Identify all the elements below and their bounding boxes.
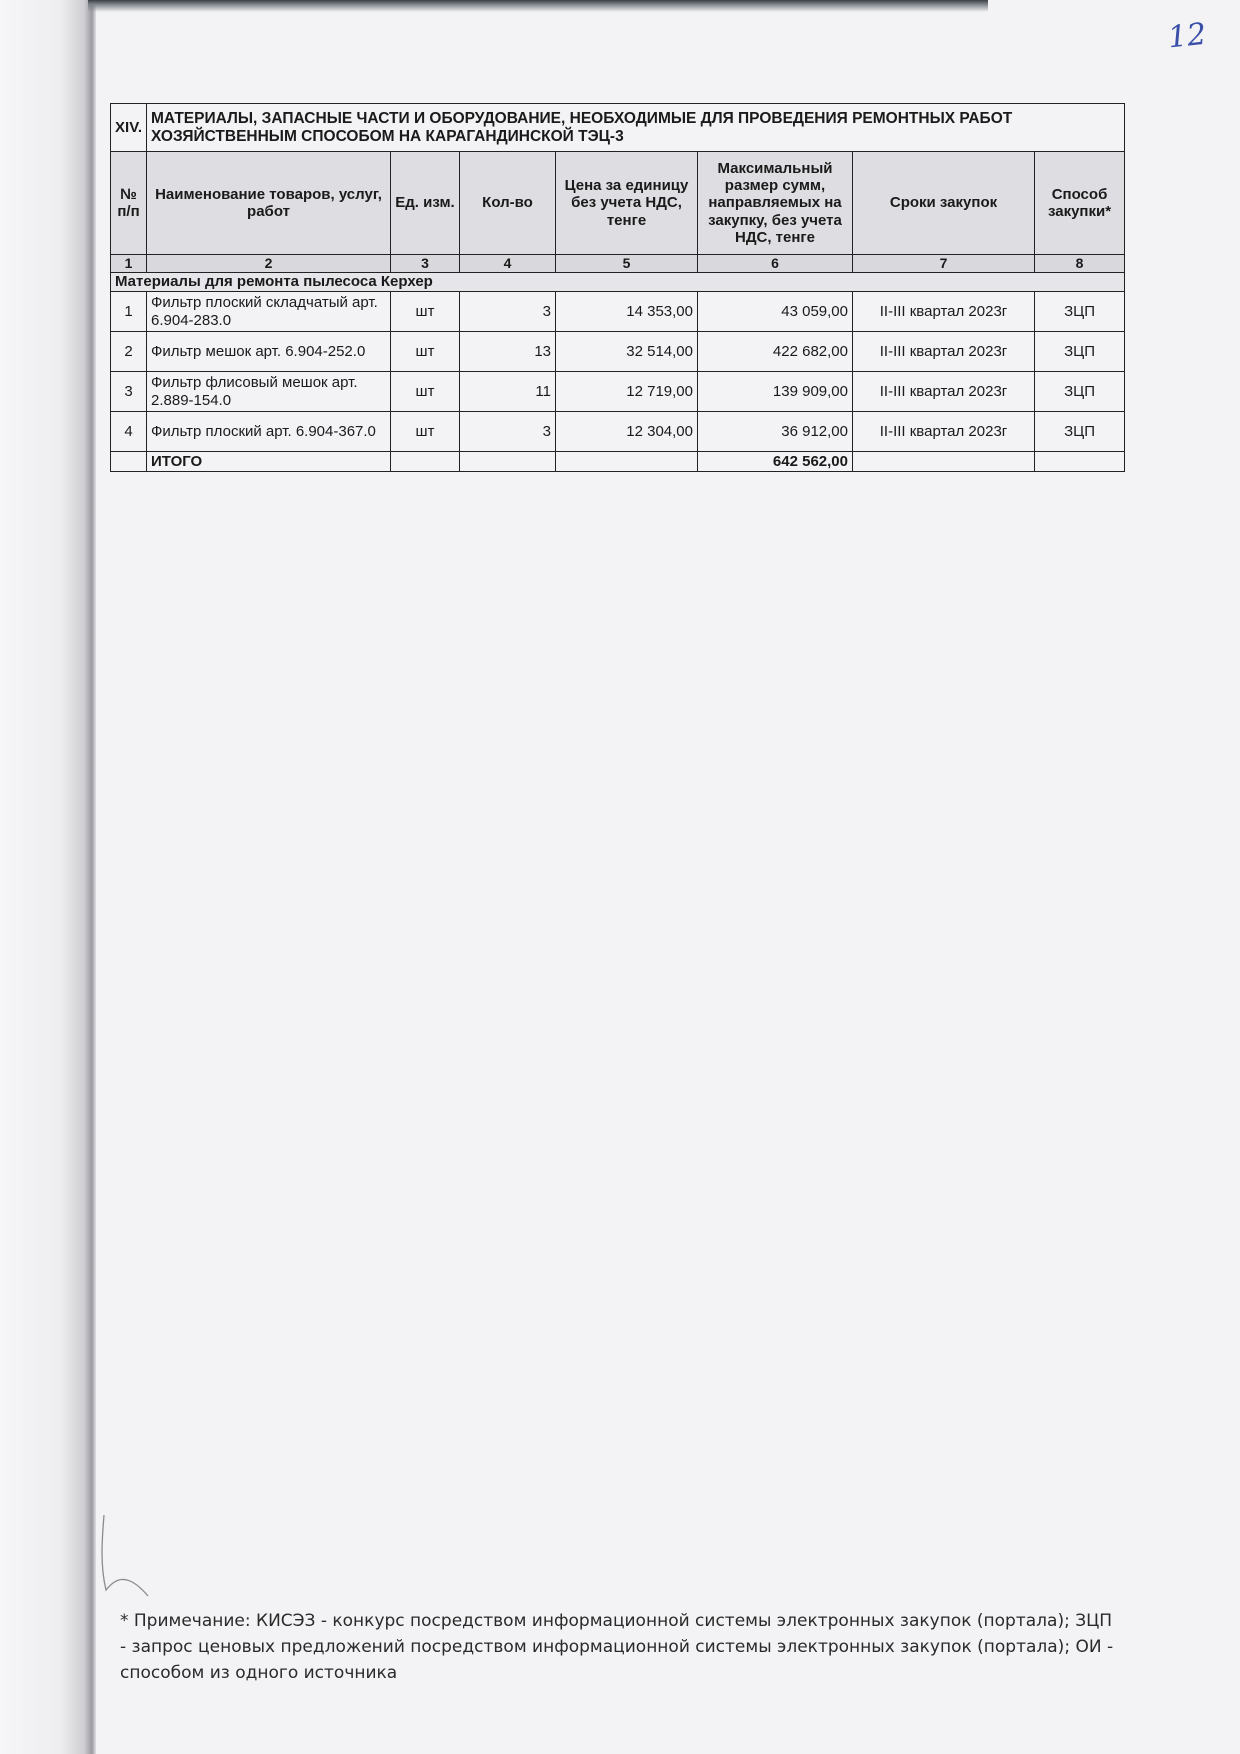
row-qty: 3 — [460, 412, 556, 452]
row-name: Фильтр плоский складчатый арт. 6.904-283.0 — [147, 292, 391, 332]
section-number: XIV. — [111, 104, 147, 152]
section-title: МАТЕРИАЛЫ, ЗАПАСНЫЕ ЧАСТИ И ОБОРУДОВАНИЕ, НЕОБХОДИМЫЕ ДЛЯ ПРОВЕДЕНИЯ РЕМОНТНЫХ РАБОТ ХОЗЯЙСТВЕННЫМ СПОСОБОМ НА КАРАГАНДИНСКОЙ ТЭЦ-3 — [147, 104, 1125, 152]
col-number: 1 — [111, 255, 147, 273]
col-header-price: Цена за единицу без учета НДС, тенге — [556, 152, 698, 255]
total-sum: 642 562,00 — [698, 452, 853, 472]
row-qty: 11 — [460, 372, 556, 412]
col-header-unit: Ед. изм. — [391, 152, 460, 255]
row-name: Фильтр мешок арт. 6.904-252.0 — [147, 332, 391, 372]
col-header-name: Наименование товаров, услуг, работ — [147, 152, 391, 255]
total-empty-cell — [460, 452, 556, 472]
scan-edge-shadow — [88, 0, 988, 12]
row-price: 12 304,00 — [556, 412, 698, 452]
total-empty-cell — [1035, 452, 1125, 472]
row-num: 4 — [111, 412, 147, 452]
row-num: 1 — [111, 292, 147, 332]
column-number-row — [111, 255, 1125, 273]
table-row — [111, 372, 1125, 412]
table-row — [111, 332, 1125, 372]
col-header-sum: Максимальный размер сумм, направляемых на закупку, без учета НДС, тенге — [698, 152, 853, 255]
group-title: Материалы для ремонта пылесоса Керхер — [111, 273, 1125, 292]
col-number: 5 — [556, 255, 698, 273]
row-period: II-III квартал 2023г — [853, 292, 1035, 332]
row-price: 14 353,00 — [556, 292, 698, 332]
signature-mark — [96, 1510, 156, 1600]
row-sum: 43 059,00 — [698, 292, 853, 332]
col-header-qty: Кол-во — [460, 152, 556, 255]
row-method: ЗЦП — [1035, 292, 1125, 332]
row-sum: 139 909,00 — [698, 372, 853, 412]
row-qty: 3 — [460, 292, 556, 332]
handwritten-page-number: 12 — [1166, 16, 1208, 56]
row-num: 3 — [111, 372, 147, 412]
row-unit: шт — [391, 372, 460, 412]
row-period: II-III квартал 2023г — [853, 412, 1035, 452]
total-empty-cell — [853, 452, 1035, 472]
row-price: 32 514,00 — [556, 332, 698, 372]
row-period: II-III квартал 2023г — [853, 332, 1035, 372]
row-unit: шт — [391, 292, 460, 332]
row-method: ЗЦП — [1035, 412, 1125, 452]
total-empty-cell — [391, 452, 460, 472]
row-unit: шт — [391, 412, 460, 452]
binding-spine — [0, 0, 96, 1754]
section-header-row — [111, 104, 1125, 152]
row-sum: 36 912,00 — [698, 412, 853, 452]
col-number: 4 — [460, 255, 556, 273]
col-number: 7 — [853, 255, 1035, 273]
row-period: II-III квартал 2023г — [853, 372, 1035, 412]
column-header-row — [111, 152, 1125, 255]
total-row — [111, 452, 1125, 472]
col-header-period: Сроки закупок — [853, 152, 1035, 255]
row-name: Фильтр плоский арт. 6.904-367.0 — [147, 412, 391, 452]
total-empty-cell — [556, 452, 698, 472]
total-label: ИТОГО — [147, 452, 391, 472]
row-qty: 13 — [460, 332, 556, 372]
row-method: ЗЦП — [1035, 372, 1125, 412]
col-number: 6 — [698, 255, 853, 273]
procurement-table — [110, 103, 1125, 472]
row-method: ЗЦП — [1035, 332, 1125, 372]
row-sum: 422 682,00 — [698, 332, 853, 372]
col-number: 2 — [147, 255, 391, 273]
col-number: 8 — [1035, 255, 1125, 273]
total-empty-cell — [111, 452, 147, 472]
row-unit: шт — [391, 332, 460, 372]
table-row — [111, 412, 1125, 452]
row-name: Фильтр флисовый мешок арт. 2.889-154.0 — [147, 372, 391, 412]
col-header-num: № п/п — [111, 152, 147, 255]
col-header-method: Способ закупки* — [1035, 152, 1125, 255]
row-num: 2 — [111, 332, 147, 372]
row-price: 12 719,00 — [556, 372, 698, 412]
footnote: * Примечание: КИСЭЗ - конкурс посредством информационной системы электронных закупок (портала); ЗЦП - запрос ценовых предложений посредством информационной системы электронных закупок (портала); ОИ - способом из одного источника — [120, 1611, 1114, 1683]
table-row — [111, 292, 1125, 332]
col-number: 3 — [391, 255, 460, 273]
group-row — [111, 273, 1125, 292]
